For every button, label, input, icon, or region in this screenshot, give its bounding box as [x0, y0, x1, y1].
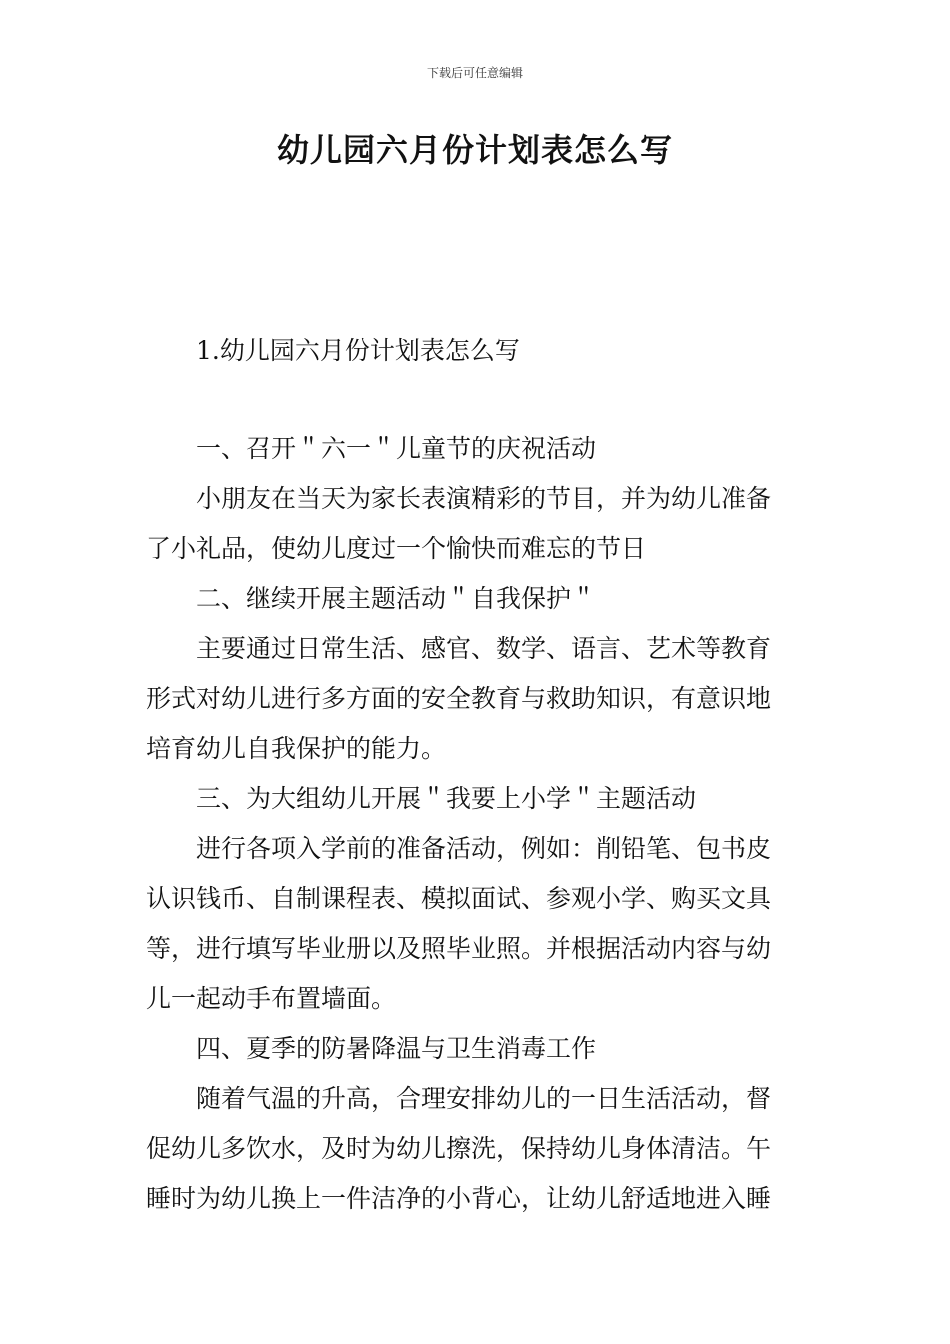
paragraph-celebration-body: [146, 474, 810, 574]
text-line: 进行各项入学前的准备活动，例如：削铅笔、包书皮: [196, 834, 772, 863]
document-body: [146, 424, 810, 1224]
text-line: 主要通过日常生活、感官、数学、语言、艺术等教育: [196, 634, 772, 663]
document-title: 幼儿园六月份计划表怎么写: [276, 131, 673, 169]
paragraph-school-prep-heading: [146, 774, 810, 824]
text-line: 四、夏季的防暑降温与卫生消毒工作: [196, 1034, 597, 1063]
paragraph-self-protection-body: [146, 624, 810, 774]
header-note: 下载后可任意编辑: [426, 66, 523, 80]
section-heading: 1.幼儿园六月份计划表怎么写: [196, 336, 520, 365]
text-line: 小朋友在当天为家长表演精彩的节目，并为幼儿准备: [196, 484, 772, 513]
text-line: 促幼儿多饮水，及时为幼儿擦洗，保持幼儿身体清洁。午: [146, 1134, 772, 1163]
text-line: 等，进行填写毕业册以及照毕业照。并根据活动内容与幼: [146, 934, 772, 963]
text-line: 培育幼儿自我保护的能力。: [146, 734, 447, 763]
paragraph-summer-heading: [146, 1024, 810, 1074]
paragraph-summer-body: [146, 1074, 810, 1224]
text-line: 二、继续开展主题活动＂自我保护＂: [196, 584, 597, 613]
paragraph-celebration-heading: [146, 424, 810, 474]
text-line: 睡时为幼儿换上一件洁净的小背心，让幼儿舒适地进入睡: [146, 1184, 772, 1213]
text-line: 儿一起动手布置墙面。: [146, 984, 397, 1013]
text-line: 一、召开＂六一＂儿童节的庆祝活动: [196, 434, 597, 463]
paragraph-school-prep-body: [146, 824, 810, 1024]
text-line: 了小礼品，使幼儿度过一个愉快而难忘的节日: [146, 534, 647, 563]
text-line: 形式对幼儿进行多方面的安全教育与救助知识，有意识地: [146, 684, 772, 713]
paragraph-self-protection-heading: [146, 574, 810, 624]
text-line: 三、为大组幼儿开展＂我要上小学＂主题活动: [196, 784, 697, 813]
text-line: 随着气温的升高，合理安排幼儿的一日生活活动，督: [196, 1084, 772, 1113]
text-line: 认识钱币、自制课程表、模拟面试、参观小学、购买文具: [146, 884, 772, 913]
